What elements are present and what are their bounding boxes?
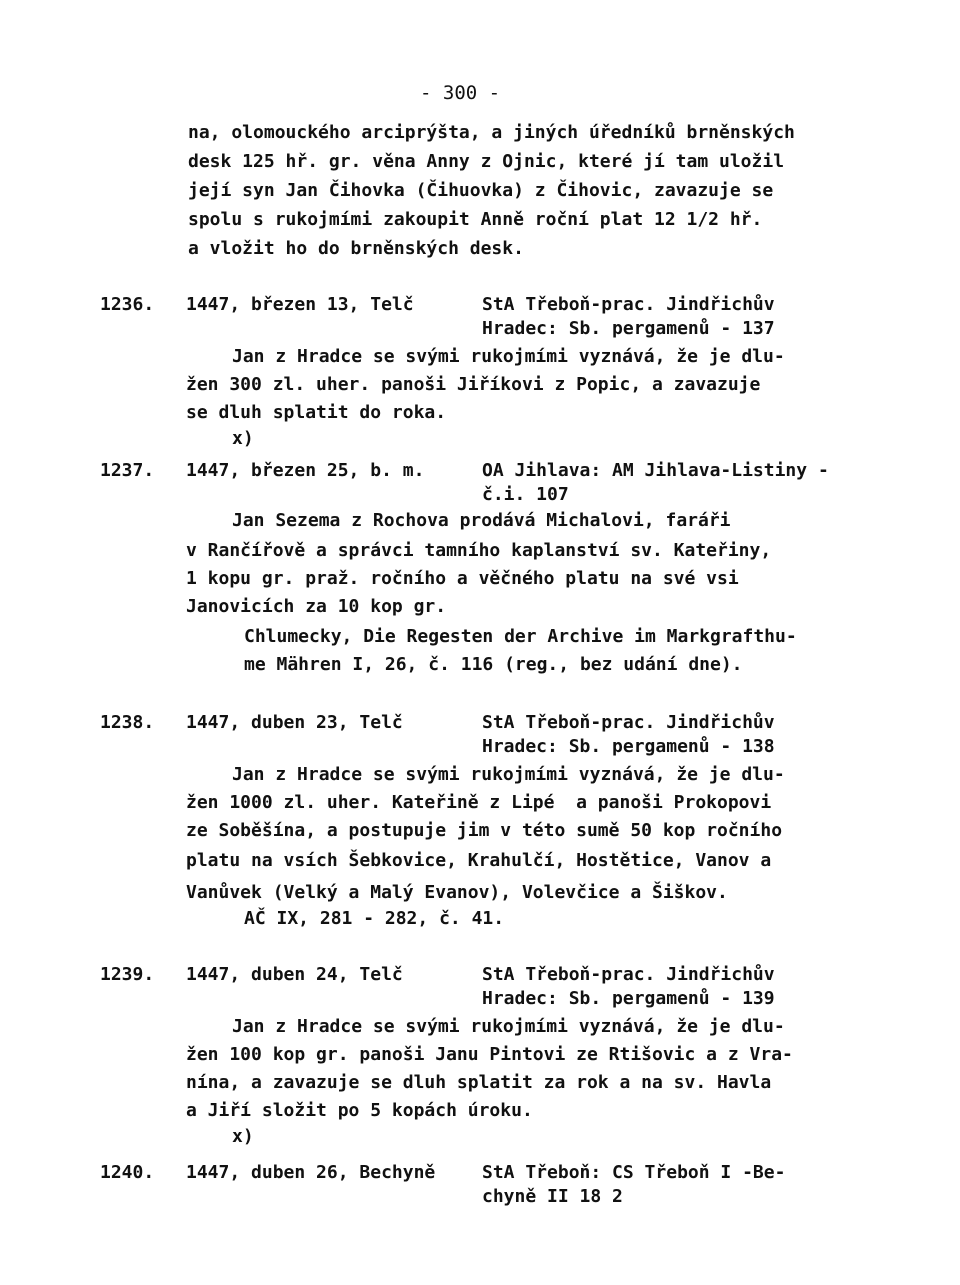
entry-source: chyně II 18 2 (482, 1186, 623, 1207)
citation-line: AČ IX, 281 - 282, č. 41. (244, 908, 505, 929)
entry-date: 1447, březen 25, b. m. (186, 460, 425, 481)
entry-source: StA Třeboň: CS Třeboň I -Be- (482, 1162, 786, 1183)
entry-text-line: Jan Sezema z Rochova prodává Michalovi, faráři (232, 510, 731, 531)
entry-source: StA Třeboň-prac. Jindřichův (482, 964, 775, 985)
entry-text-line: Janovicích za 10 kop gr. (186, 596, 447, 617)
entry-source: OA Jihlava: AM Jihlava-Listiny - (482, 460, 829, 481)
entry-text-line: žen 1000 zl. uher. Kateřině z Lipé a panoši Prokopovi (186, 792, 772, 813)
entry-date: 1447, duben 24, Telč (186, 964, 403, 985)
entry-source: Hradec: Sb. pergamenů - 138 (482, 736, 775, 757)
citation-line: me Mähren I, 26, č. 116 (reg., bez udání dne). (244, 654, 743, 675)
entry-text-line: Jan z Hradce se svými rukojmími vyznává, že je dlu- (232, 764, 785, 785)
entry-source: č.i. 107 (482, 484, 569, 505)
entry-number: 1237. (100, 460, 155, 481)
intro-line: a vložit ho do brněnských desk. (188, 238, 524, 259)
entry-source: Hradec: Sb. pergamenů - 137 (482, 318, 775, 339)
entry-number: 1238. (100, 712, 155, 733)
entry-source: Hradec: Sb. pergamenů - 139 (482, 988, 775, 1009)
entry-number: 1236. (100, 294, 155, 315)
entry-text-line: ze Soběšína, a postupuje jim v této sumě 50 kop ročního (186, 820, 783, 841)
entry-date: 1447, březen 13, Telč (186, 294, 414, 315)
entry-text-line: Jan z Hradce se svými rukojmími vyznává, že je dlu- (232, 346, 785, 367)
intro-line: desk 125 hř. gr. věna Anny z Ojnic, které jí tam uložil (188, 151, 785, 172)
entry-text-line: žen 100 kop gr. panoši Janu Pintovi ze Rtišovic a z Vra- (186, 1044, 793, 1065)
entry-text-line: se dluh splatit do roka. (186, 402, 447, 423)
footnote-mark: x) (232, 1126, 254, 1147)
intro-line: na, olomouckého arciprýšta, a jiných úředníků brněnských (188, 122, 795, 143)
entry-number: 1240. (100, 1162, 155, 1183)
footnote-mark: x) (232, 428, 254, 449)
entry-text-line: žen 300 zl. uher. panoši Jiříkovi z Popic, a zavazuje (186, 374, 761, 395)
entry-text-line: a Jiří složit po 5 kopách úroku. (186, 1100, 533, 1121)
intro-line: spolu s rukojmími zakoupit Anně roční plat 12 1/2 hř. (188, 209, 763, 230)
entry-date: 1447, duben 23, Telč (186, 712, 403, 733)
entry-text-line: Vanůvek (Velký a Malý Evanov), Volevčice a Šiškov. (186, 882, 728, 903)
entry-source: StA Třeboň-prac. Jindřichův (482, 712, 775, 733)
entry-text-line: nína, a zavazuje se dluh splatit za rok a na sv. Havla (186, 1072, 772, 1093)
entry-source: StA Třeboň-prac. Jindřichův (482, 294, 775, 315)
entry-text-line: Jan z Hradce se svými rukojmími vyznává, že je dlu- (232, 1016, 785, 1037)
citation-line: Chlumecky, Die Regesten der Archive im Markgrafthu- (244, 626, 797, 647)
intro-line: její syn Jan Čihovka (Čihuovka) z Čihovic, zavazuje se (188, 180, 774, 201)
page-number: - 300 - (420, 82, 501, 104)
entry-text-line: 1 kopu gr. praž. ročního a věčného platu na své vsi (186, 568, 739, 589)
entry-number: 1239. (100, 964, 155, 985)
entry-text-line: v Rančířově a správci tamního kaplanství sv. Kateřiny, (186, 540, 772, 561)
entry-text-line: platu na vsích Šebkovice, Krahulčí, Hostětice, Vanov a (186, 850, 772, 871)
entry-date: 1447, duben 26, Bechyně (186, 1162, 436, 1183)
